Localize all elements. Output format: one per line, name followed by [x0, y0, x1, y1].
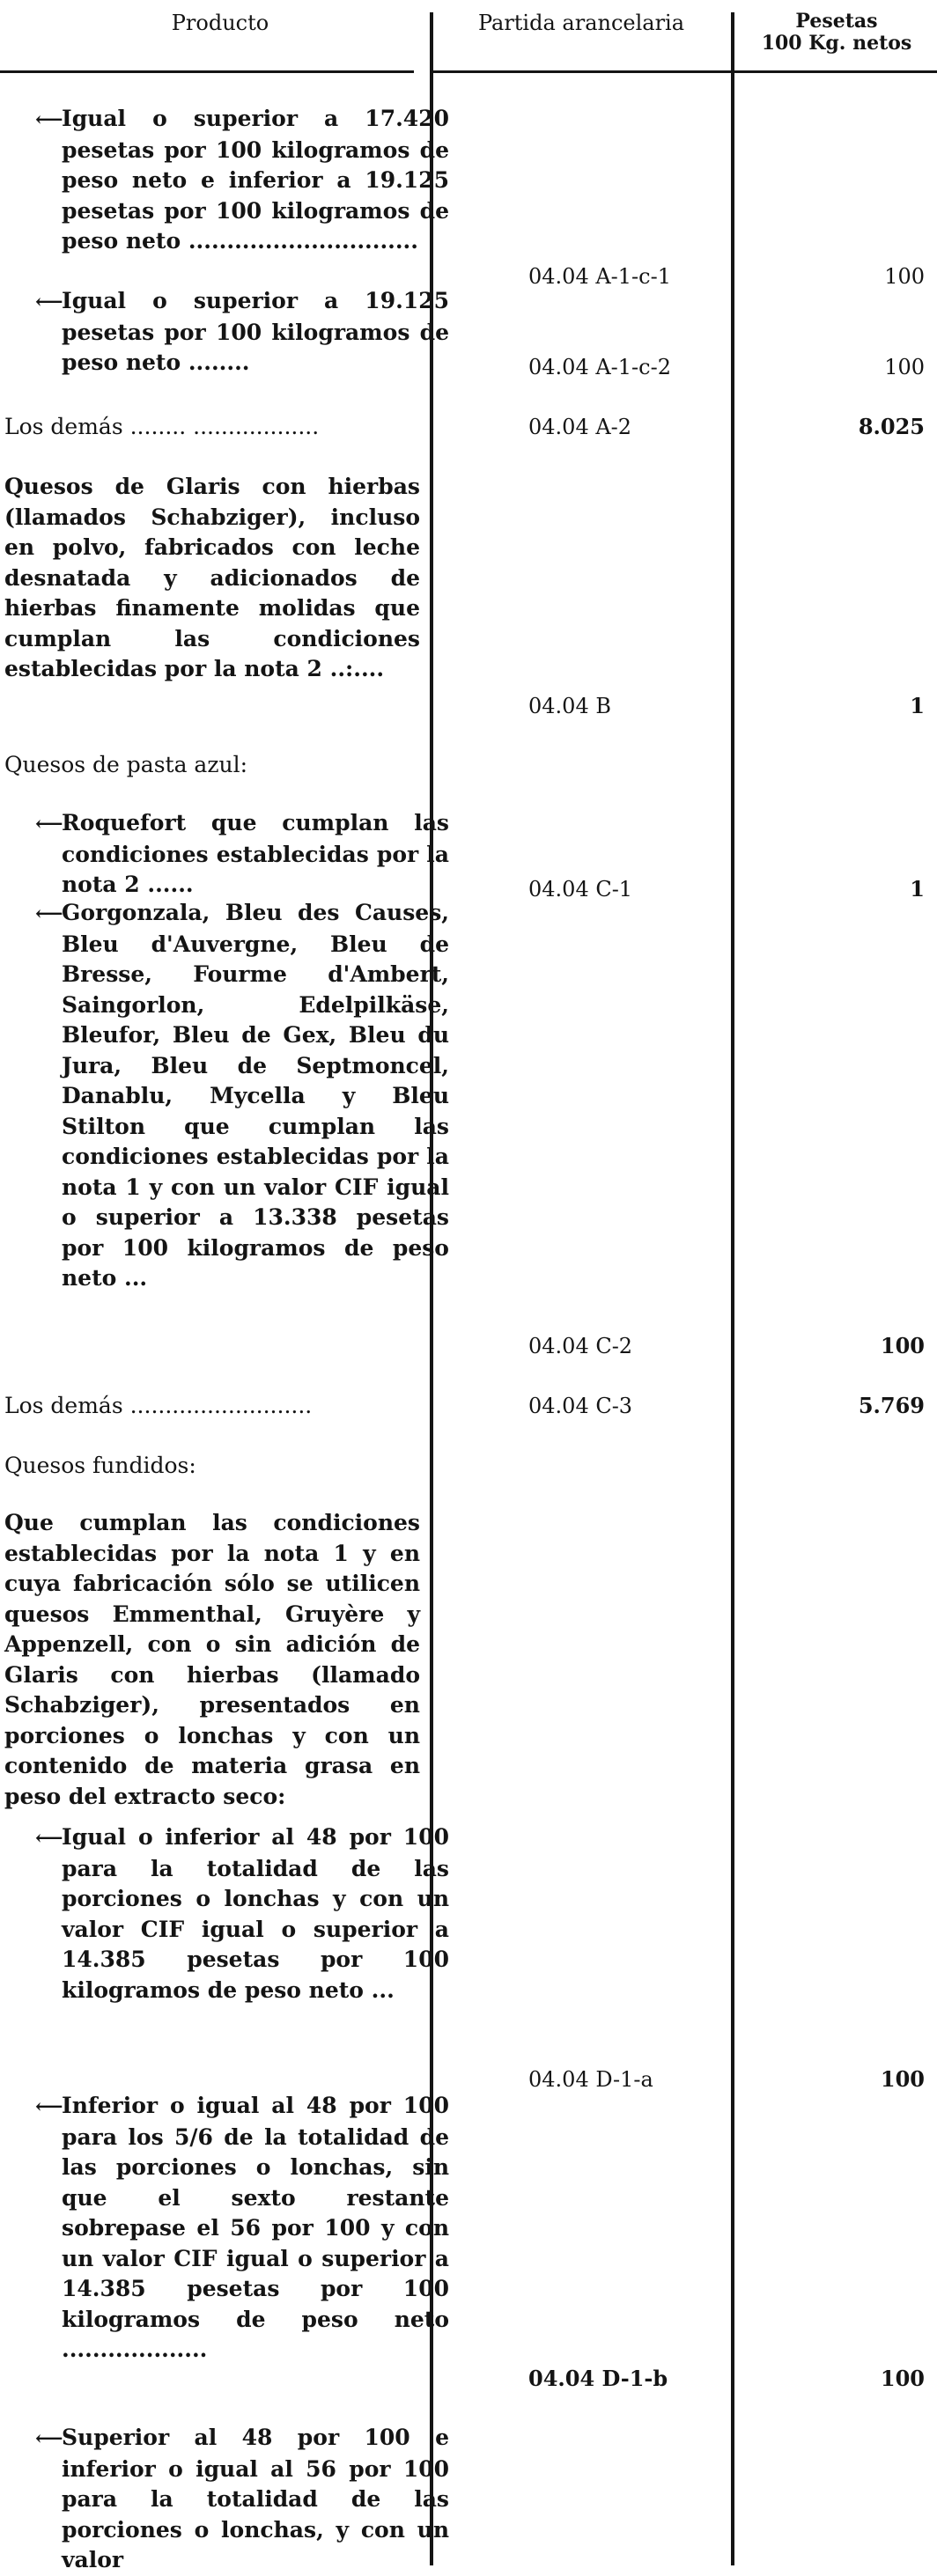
peseta-value: 5.769 [858, 1393, 925, 1418]
peseta-value: 100 [880, 2066, 925, 2092]
product-entry: ⟵Igual o inferior al 48 por 100 para la totalidad de las porciones o lonchas y con un valor CIF igual o superior a 14.385 pesetas por 100 kilogramos de peso neto ... [35, 1824, 449, 2003]
product-entry: Los demás .......................... [4, 1393, 313, 1418]
peseta-value: 100 [884, 264, 925, 289]
product-entry: ⟵Igual o superior a 17.420 pesetas por 100 kilogramos de peso neto e inferior a 19.125 pesetas por 100 kilogramos de peso neto .............................. [35, 106, 449, 254]
tariff-code: 04.04 B [528, 694, 611, 718]
peseta-value: 100 [884, 355, 925, 379]
tariff-code: 04.04 C-2 [528, 1334, 633, 1358]
arrow-icon: ⟵ [35, 108, 63, 131]
header-partida: Partida arancelaria [477, 11, 685, 35]
product-entry: Los demás ........ .................. [4, 414, 320, 439]
header-rule-1 [0, 70, 414, 73]
arrow-icon: ⟵ [35, 291, 63, 313]
peseta-value: 100 [880, 2366, 925, 2391]
header-rule-3 [734, 70, 937, 73]
product-entry: Quesos de Glaris con hierbas (llamados Schabziger), incluso en polvo, fabricados con leche desnatada y adicionados de hierbas finamente molidas que cumplan las condiciones establecidas por la nota 2 ..:.... [4, 474, 420, 681]
peseta-value: 100 [880, 1333, 925, 1358]
arrow-icon: ⟵ [35, 2427, 63, 2450]
product-entry: ⟵Igual o superior a 19.125 pesetas por 100 kilogramos de peso neto ........ [35, 288, 449, 375]
product-entry: ⟵Gorgonzala, Bleu des Causes, Bleu d'Auvergne, Bleu de Bresse, Fourme d'Ambert, Saingorlon, Edelpilkäse, Bleufor, Bleu de Gex, Bleu du Jura, Bleu de Septmoncel, Danablu, Mycella y Bleu Stilton que cumplan las condiciones establecidas por la nota 1 y con un valor CIF igual o superior a 13.338 pesetas por 100 kilogramos de peso neto ... [35, 900, 449, 1291]
product-entry: ⟵Inferior o igual al 48 por 100 para los 5/6 de la totalidad de las porciones o lonchas, sin que el sexto restante sobrepase el 56 por 100 y con un valor CIF igual o superior a 14.385 pesetas por 100 kilogramos de peso neto ................... [35, 2093, 449, 2362]
tariff-code: 04.04 A-2 [528, 415, 632, 439]
tariff-code: 04.04 D-1-a [528, 2067, 653, 2092]
tariff-code: 04.04 C-3 [528, 1394, 633, 1418]
section-heading: Quesos fundidos: [4, 1453, 196, 1478]
header-kg-netos: 100 Kg. netos [761, 32, 912, 55]
arrow-icon: ⟵ [35, 1827, 63, 1850]
tariff-code: 04.04 A-1-c-1 [528, 264, 671, 289]
arrow-icon: ⟵ [35, 2095, 63, 2118]
product-entry: Que cumplan las condiciones establecidas por la nota 1 y en cuya fabricación sólo se utilicen quesos Emmenthal, Gruyère y Appenzell, con o sin adición de Glaris con hierbas (llamado Schabziger), presentados en porciones o lonchas y con un contenido de materia grasa en peso del extracto seco: [4, 1510, 420, 1809]
tariff-code: 04.04 C-1 [528, 877, 633, 902]
arrow-icon: ⟵ [35, 902, 63, 925]
header-rule-2 [433, 70, 731, 73]
header-producto: Producto [171, 11, 269, 35]
product-entry: ⟵Superior al 48 por 100 e inferior o igual al 56 por 100 para la totalidad de las porciones o lonchas, y con un valor [35, 2425, 449, 2572]
section-heading: Quesos de pasta azul: [4, 752, 248, 777]
peseta-value: 8.025 [858, 414, 925, 439]
tariff-code: 04.04 D-1-b [528, 2366, 668, 2391]
peseta-value: 1 [910, 876, 925, 902]
column-divider-2 [731, 12, 734, 2565]
peseta-value: 1 [910, 693, 925, 718]
header-pesetas: Pesetas [795, 10, 878, 33]
arrow-icon: ⟵ [35, 813, 63, 835]
product-entry: ⟵Roquefort que cumplan las condiciones establecidas por la nota 2 ...... [35, 810, 449, 897]
tariff-code: 04.04 A-1-c-2 [528, 355, 671, 379]
